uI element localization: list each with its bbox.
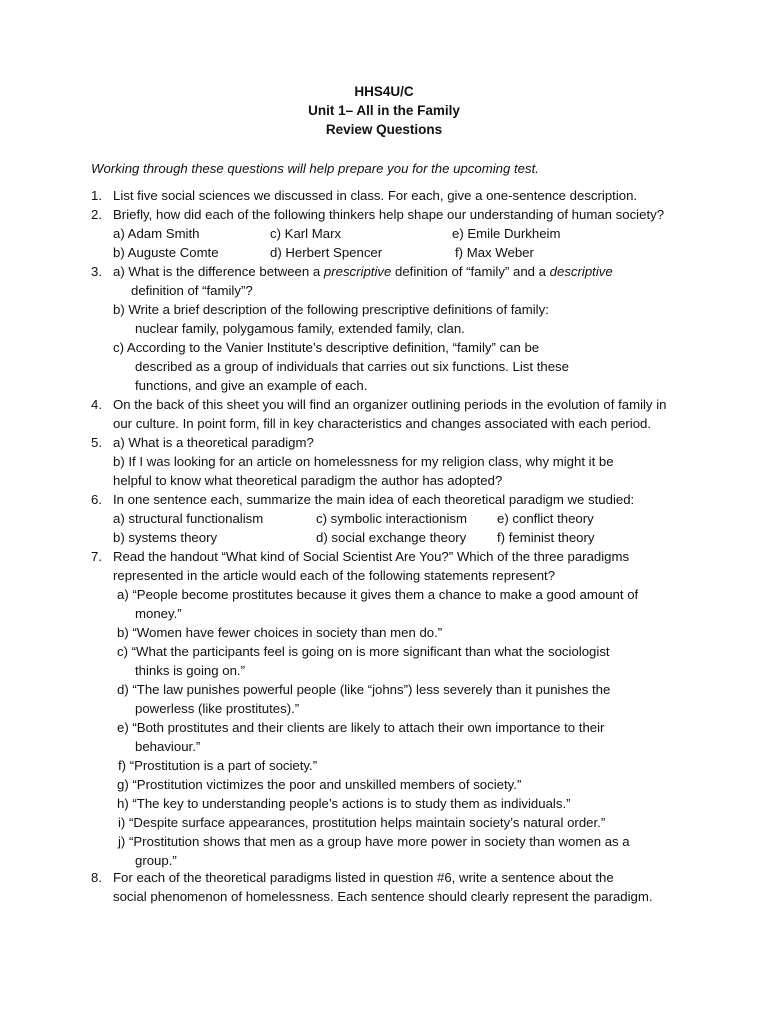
statement-i: i) “Despite surface appearances, prostitution helps maintain society’s natural order.” [118, 815, 606, 830]
option-a: a) structural functionalism [113, 511, 264, 526]
question-number: 3. [91, 264, 102, 279]
statement-a-continued: money.” [135, 606, 182, 621]
unit-title: Unit 1– All in the Family [308, 103, 460, 118]
part-b: b) Write a brief description of the following prescriptive definitions of family: [113, 302, 549, 317]
statement-e: e) “Both prostitutes and their clients are likely to attach their own importance to their [117, 720, 605, 735]
question-number: 4. [91, 397, 102, 412]
statement-c: c) “What the participants feel is going on is more significant than what the sociologist [117, 644, 610, 659]
statement-d: d) “The law punishes powerful people (like “johns”) less severely than it punishes the [117, 682, 611, 697]
option-f: f) feminist theory [497, 530, 595, 545]
option-c: c) Karl Marx [270, 226, 342, 241]
part-a: a) What is a theoretical paradigm? [113, 435, 314, 450]
part-b-continued: helpful to know what theoretical paradigm the author has adopted? [113, 473, 503, 488]
question-text-continued: our culture. In point form, fill in key characteristics and changes associated with each period. [113, 416, 652, 431]
question-number: 1. [91, 188, 102, 203]
option-c: c) symbolic interactionism [316, 511, 467, 526]
question-number: 5. [91, 435, 102, 450]
question-number: 8. [91, 870, 102, 885]
question-number: 7. [91, 549, 102, 564]
option-f: f) Max Weber [455, 245, 534, 260]
part-c-continued-2: functions, and give an example of each. [135, 378, 368, 393]
question-text: On the back of this sheet you will find an organizer outlining periods in the evolution of family in [113, 397, 667, 412]
part-a-middle: definition of “family” and a [391, 264, 550, 279]
option-b: b) systems theory [113, 530, 218, 545]
option-b: b) Auguste Comte [113, 245, 219, 260]
part-b-continued: nuclear family, polygamous family, extended family, clan. [135, 321, 465, 336]
statement-d-continued: powerless (like prostitutes).” [135, 701, 300, 716]
question-text: In one sentence each, summarize the main idea of each theoretical paradigm we studied: [113, 492, 635, 507]
option-d: d) social exchange theory [316, 530, 467, 545]
question-text: For each of the theoretical paradigms listed in question #6, write a sentence about the [113, 870, 614, 885]
statement-g: g) “Prostitution victimizes the poor and unskilled members of society.” [117, 777, 522, 792]
part-c: c) According to the Vanier Institute’s descriptive definition, “family” can be [113, 340, 540, 355]
statement-h: h) “The key to understanding people’s actions is to study them as individuals.” [117, 796, 571, 811]
option-d: d) Herbert Spencer [270, 245, 383, 260]
part-b: b) If I was looking for an article on homelessness for my religion class, why might it be [113, 454, 614, 469]
option-e: e) conflict theory [497, 511, 594, 526]
statement-j-continued: group.” [135, 853, 177, 868]
option-e: e) Emile Durkheim [452, 226, 561, 241]
part-a-continued: definition of “family”? [131, 283, 253, 298]
question-number: 6. [91, 492, 102, 507]
intro-text: Working through these questions will help prepare you for the upcoming test. [91, 161, 539, 176]
option-a: a) Adam Smith [113, 226, 200, 241]
emphasis-descriptive: descriptive [549, 264, 613, 279]
statement-f: f) “Prostitution is a part of society.” [118, 758, 318, 773]
question-text-continued: social phenomenon of homelessness. Each sentence should clearly represent the paradigm. [113, 889, 653, 904]
emphasis-prescriptive: prescriptive [323, 264, 392, 279]
question-text: Read the handout “What kind of Social Scientist Are You?” Which of the three paradigms [113, 549, 630, 564]
statement-j: j) “Prostitution shows that men as a group have more power in society than women as a [118, 834, 630, 849]
course-code: HHS4U/C [354, 84, 414, 99]
statement-a: a) “People become prostitutes because it gives them a chance to make a good amount of [117, 587, 639, 602]
page-subtitle: Review Questions [325, 122, 443, 137]
question-number: 2. [91, 207, 102, 222]
part-c-continued: described as a group of individuals that carries out six functions. List these [135, 359, 569, 374]
statement-e-continued: behaviour.” [135, 739, 201, 754]
question-text-continued: represented in the article would each of the following statements represent? [113, 568, 556, 583]
part-a [113, 262, 613, 281]
statement-b: b) “Women have fewer choices in society than men do.” [117, 625, 443, 640]
part-a-text: a) What is the difference between a [113, 264, 324, 279]
statement-c-continued: thinks is going on.” [135, 663, 245, 678]
question-text: List five social sciences we discussed in class. For each, give a one-sentence description. [113, 188, 638, 203]
question-text: Briefly, how did each of the following thinkers help shape our understanding of human society? [113, 207, 665, 222]
